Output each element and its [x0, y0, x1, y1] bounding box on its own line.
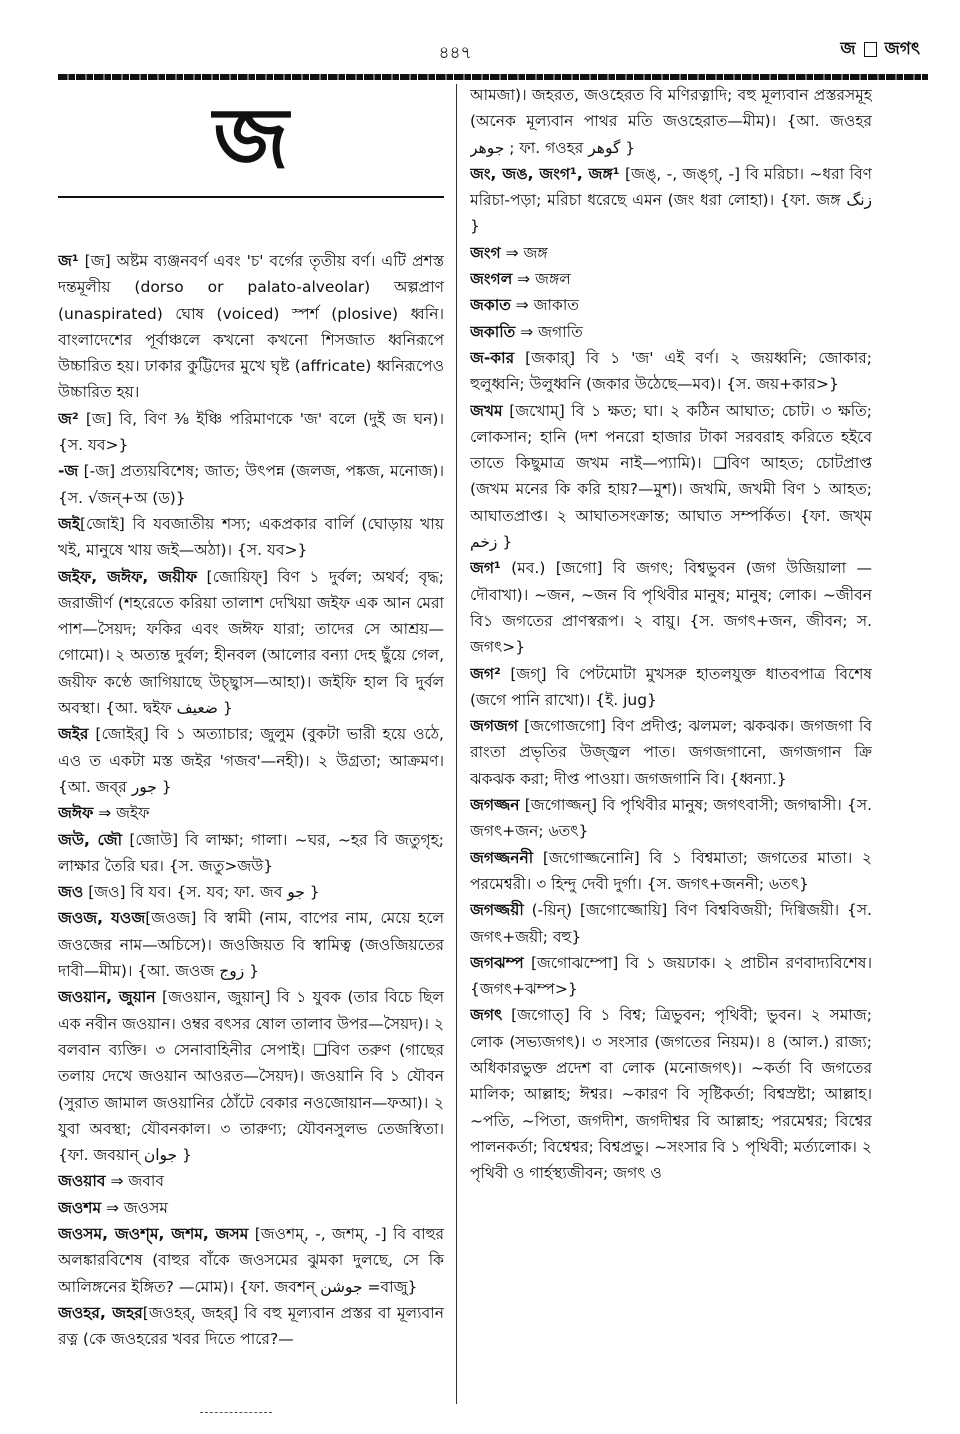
entry-headword: জগ² [470, 664, 501, 683]
entry-definition: [জগোত্] বি ১ বিশ্ব; ত্রিভুবন; পৃথিবী; ভুবন। ২ সমাজ; লোক (সভ্যজগৎ)। ৩ সংসার (জগতের নিয়ম)। ৪ (আল.) রাজ্য; অধিকারভুক্ত প্রদেশ বা লোক (মনোজগৎ)। ~কর্তা বি জগতের মালিক; আল্লাহ; ঈশ্বর। ~কারণ বি সৃষ্টিকর্তা; বিশ্বস্রষ্টা; আল্লাহ। ~পতি, ~পিতা, জগদীশ, জগদীশ্বর বি আল্লাহ; পরমেশ্বর; বিশ্বের পালনকর্তা; বিশ্বেশ্বর; বিশ্বপ্রভু। ~সংসার বি ১ পৃথিবী; মর্ত্যলোক। ২ পৃথিবী ও গার্হস্থ্যজীবন; জগৎ ও [470, 1006, 872, 1183]
entry-headword: জংগল [470, 270, 513, 289]
right-entries [470, 82, 872, 1186]
entry-headword: জগৎ [470, 1006, 503, 1025]
entry-definition: [জওহর্, জহর্] বি বহু মূল্যবান প্রস্তর বা মূল্যবান রত্ন (কে জওহরের খবর দিতে পারে?— [58, 1303, 444, 1349]
dictionary-entry [58, 905, 444, 984]
dictionary-entry [470, 1002, 872, 1186]
box-icon [864, 42, 877, 57]
dictionary-entry [470, 897, 872, 950]
entry-headword: জঈফ [58, 804, 94, 823]
dictionary-entry [58, 1168, 444, 1194]
entry-definition: [জওশম্, -, জশম্, -] বি বাহুর অলঙ্কারবিশেষ (বাহুর বাঁকে জওসমের ঝুমকা দুলছে, সে কি আলিঙ্গনের ইঙ্গিত? —মোম)। {ফা. জবশন্ جوشن =বাজু} [58, 1224, 444, 1296]
entry-headword: জইর [58, 725, 89, 744]
entry-definition: আমজা)। জহরত, জওহেরত বি মণিরত্নাদি; বহু মূল্যবান প্রস্তরসমূহ (অনেক মূল্যবান পাথর মতি জওহেরাত—মীম)। {আ. জওহর جوهر ; ফা. গওহর گوهر } [470, 86, 872, 157]
entry-definition: [জওয়ান, জুয়ান্] বি ১ যুবক (তার বিচে ছিল এক নবীন জওয়ান। ওম্বর বৎসর ষোল তালাব উপর—সৈয়দ)। ২ বলবান ব্যক্তি। ৩ সেনাবাহিনীর সেপাই। ❑বিণ তরুণ (গাছের তলায় দেখে জওয়ান আওরত—সৈয়দ)। জওয়ানি বি ১ যৌবন (সুরাত জামাল জওয়ানির ঠোঁটে বেকার নওজোয়ান—ফআ)। ২ যুবা অবস্থা; যৌবনকাল। ৩ তারুণ্য; যৌবনসুলভ তেজস্বিতা। {ফা. জবয়ান্ جوان } [58, 988, 444, 1165]
dictionary-entry [58, 1195, 444, 1221]
entry-definition: [জোই] বি যবজাতীয় শস্য; একপ্রকার বার্লি (ঘোড়ায় খায় খই, মানুষে খায় জই—অঠা)। {স. যব>} [58, 514, 444, 560]
entry-definition: [জোইর্] বি ১ অত্যাচার; জুলুম (বুকটা ভারী হয়ে ওঠে, এও ত একটা মস্ত জইর 'গজব'—নহী)। ২ উগ্রতা; আক্রমণ। {আ. জব্‌র جور } [58, 725, 444, 796]
entry-definition: [জও] বি যব। {স. যব; ফা. জব جو } [83, 883, 320, 902]
entry-definition: [জগোজগো] বিণ প্রদীপ্ত; ঝলমল; ঝকঝক। জগজগা বি রাংতা প্রভৃতির উজ্জ্বল পাত। জগজগানো, জগজগান ক্রি ঝকঝক করা; দীপ্ত পাওয়া। জগজগানি বি। {ধ্বন্যা.} [470, 717, 872, 788]
page-number: ৪৪৭ [438, 43, 472, 63]
entry-definition: ⇒ জগাতি [515, 322, 583, 341]
entry-headword: জগজ্জয়ী [470, 901, 524, 920]
entry-headword: জওয়ান, জুয়ান [58, 988, 156, 1007]
entry-definition: [জঙ্, -, জঙ্গ্, -] বি মরিচা। ~ধরা বিণ মরিচা-পড়া; মরিচা ধরেছে এমন (জং ধরা লোহা)। {ফা. জঙ্গ زنگ } [470, 164, 872, 236]
dictionary-entry [470, 292, 872, 318]
entry-headword: জওশম [58, 1198, 102, 1217]
entry-definition: [জোউ] বি লাক্ষা; গালা। ~ঘর, ~হর বি জতুগৃহ; লাক্ষার তৈরি ঘর। {স. জতু>জউ} [58, 830, 444, 875]
entry-definition: ⇒ জবাব [105, 1172, 164, 1191]
entry-definition: ⇒ জওসম [101, 1198, 169, 1217]
entry-headword: জওজ, যওজ [58, 909, 146, 928]
entry-definition: [জগ্] বি পেটমোটা মুখসরু হাতলযুক্ত ধাতবপাত্র বিশেষ (জগে পানি রাখো)। {ই. jug} [470, 664, 872, 709]
dictionary-entry [58, 458, 444, 511]
dictionary-entry [470, 792, 872, 845]
dictionary-entry [470, 661, 872, 714]
entry-headword: জই [58, 514, 80, 533]
dictionary-entry [58, 721, 444, 800]
entry-definition: [জগোজ্জনোনি] বি ১ বিশ্বমাতা; জগতের মাতা। ২ পরমেশ্বরী। ৩ হিন্দু দেবী দুর্গা। {স. জগৎ+জননী; ৬তৎ} [470, 848, 872, 893]
entry-definition: ⇒ জাকাত [510, 296, 580, 315]
dictionary-entry [58, 827, 444, 880]
entry-definition: [জখোম্] বি ১ ক্ষত; ঘা। ২ কঠিন আঘাত; চোট। ৩ ক্ষতি; লোকসান; হানি (দশ পনরো হাজার টাকা সরবরাহ করিতে হইবে তাতে কিছুমাত্র জখম নাই—প্যামি)। ❑বিণ আহত; চোটপ্রাপ্ত (জখম মনের কি করি হায়?—মুশ)। জখমি, জখমী বিণ ১ আহত; আঘাতপ্রাপ্ত। ২ আঘাতসংক্রান্ত; আঘাত সম্পর্কিত। {ফা. জখ্‌ম زخم } [470, 401, 872, 552]
entry-definition: [জ] বি, বিণ ⅜ ইঞ্চি পরিমাণকে 'জ' বলে (দুই জ ঘন)। {স. যব>} [58, 409, 444, 455]
entry-definition: (মব.) [জগো] বি জগৎ; বিশ্বভুবন (জগ উজিয়ালা —দৌবাখা)। ~জন, ~জন বি পৃথিবীর মানুষ; মানুষ; লোক। ~জীবন বি১ জগতের প্রাণস্বরূপ। ২ বায়ু। {স. জগৎ+জন, জীবন; স. জগৎ>} [470, 559, 872, 657]
footer-dash [200, 1412, 272, 1413]
entry-headword: জগজ্জন [470, 796, 520, 815]
dictionary-entry [470, 950, 872, 1003]
entry-headword: জকাত [470, 296, 511, 315]
left-column [58, 82, 444, 1404]
running-head-letter: জ [840, 39, 856, 59]
entry-headword: জগজ্জননী [470, 848, 534, 867]
dictionary-entry [470, 398, 872, 556]
running-head [840, 36, 920, 64]
section-rule [58, 196, 444, 198]
entry-headword: জও [58, 883, 84, 902]
entry-headword: জওসম, জওশ্‌ম, জশম, জসম [58, 1224, 249, 1243]
dictionary-entry [58, 1221, 444, 1300]
section-letter: জ [213, 88, 289, 187]
entry-headword: জকাতি [470, 322, 516, 341]
dictionary-entry [58, 1300, 444, 1353]
entry-headword: জউ, জৌ [58, 830, 123, 849]
entry-definition: [জগোজ্জন্] বি পৃথিবীর মানুষ; জগৎবাসী; জগদ্বাসী। {স. জগৎ+জন; ৬তৎ} [470, 796, 872, 841]
dictionary-entry [58, 879, 444, 905]
dictionary-entry [470, 266, 872, 292]
entry-headword: জওয়াব [58, 1172, 106, 1191]
column-divider [456, 84, 457, 1404]
entry-definition: ⇒ জঙ্গ [500, 243, 548, 262]
dictionary-entry [58, 511, 444, 564]
left-entries [58, 248, 444, 1352]
entry-headword: জগ¹ [470, 559, 501, 578]
dictionary-entry [58, 406, 444, 459]
dictionary-entry [470, 82, 872, 161]
entry-headword: জ¹ [58, 252, 79, 270]
dictionary-entry [470, 345, 872, 398]
dictionary-entry [470, 161, 872, 240]
dictionary-entry [58, 984, 444, 1168]
entry-headword: জগঝম্প [470, 953, 524, 972]
entry-headword: জং, জঙ, জংগ¹, জঙ্গ¹ [470, 164, 620, 183]
dictionary-entry [470, 319, 872, 345]
running-head-guide-word: জগৎ [884, 39, 920, 59]
dictionary-entry [470, 555, 872, 660]
entry-headword: -জ [58, 462, 79, 481]
dictionary-entry [58, 800, 444, 826]
dictionary-entry [470, 845, 872, 898]
right-column [470, 82, 872, 1404]
entry-headword: জ² [58, 409, 79, 428]
entry-definition: [জওজ] বি স্বামী (নাম, বাপের নাম, মেয়ে হলে জওজের নাম—অচিসে)। জওজিয়ত বি স্বামিত্ব (জওজিয়তের দাবী—মীম)। {আ. জওজ زوج } [58, 909, 444, 981]
entry-definition: [জোয়িফ্] বিণ ১ দুর্বল; অথর্ব; বৃদ্ধ; জরাজীর্ণ (শহরেতে করিয়া তালাশ দেখিয়া জইফ এক আন মেরা পাশ—সৈয়দ; ফকির এবং জঈফ যারা; তাদের সে আশ্রয়—গোমো)। ২ অত্যন্ত দুর্বল; হীনবল (আলোর বন্যা দেহ ছুঁয়ে গেল, জয়ীফ কণ্ঠে জাগিয়াছে উচ্ছ্বাস—আহা)। জইফি হাল বি দুর্বল অবস্থা। {আ. দ্বইফ ضعیف } [58, 567, 444, 718]
entry-definition: [জকার্] বি ১ 'জ' এই বর্ণ। ২ জয়ধ্বনি; জোকার; হুলুধ্বনি; উলুধ্বনি (জকার উঠেছে—মব)। {স. জয়+কার>} [470, 348, 872, 394]
entry-headword: জগজগ [470, 717, 519, 736]
dictionary-entry [58, 564, 444, 722]
entry-headword: জওহর, জহর [58, 1303, 143, 1322]
dictionary-entry [58, 248, 444, 406]
entry-headword: জইফ, জঈফ, জয়ীফ [58, 567, 198, 586]
dictionary-entry [470, 713, 872, 792]
entry-headword: জংগ [470, 243, 501, 262]
entry-definition: (-য়িন্) [জগোজ্জোয়ি] বিণ বিশ্ববিজয়ী; দিগ্বিজয়ী। {স. জগৎ+জয়ী; বহু} [470, 901, 872, 946]
dictionary-entry [470, 240, 872, 266]
entry-definition: [জগোঝম্পো] বি ১ জয়ঢাক। ২ প্রাচীন রণবাদ্যবিশেষ। {জগৎ+ঝম্প>} [470, 953, 872, 999]
entry-definition: [-জ] প্রত্যয়বিশেষ; জাত; উৎপন্ন (জলজ, পঙ্কজ, মনোজ)। {স. √জন্+অ (ড)} [58, 462, 444, 507]
entry-definition: [জ] অষ্টম ব্যঞ্জনবর্ণ এবং 'চ' বর্গের তৃতীয় বর্ণ। এটি প্রশস্ত দন্তমূলীয় (dorso or palato-alveolar) অল্পপ্রাণ (unaspirated) ঘোষ (voiced) স্পর্শ (plosive) ধ্বনি। বাংলাদেশের পূর্বাঞ্চলে কখনো কখনো শিসজাত ধ্বনিরূপে উচ্চারিত হয়। ঢাকার কুট্টিদের মুখে ঘৃষ্ট (affricate) ধ্বনিরূপেও উচ্চারিত হয়। [58, 252, 444, 402]
entry-headword: জখম [470, 401, 503, 420]
entry-definition: ⇒ জঙ্গল [512, 270, 571, 289]
entry-definition: ⇒ জইফ [93, 804, 150, 823]
header-rule [58, 74, 928, 80]
entry-headword: জ-কার [470, 348, 515, 367]
